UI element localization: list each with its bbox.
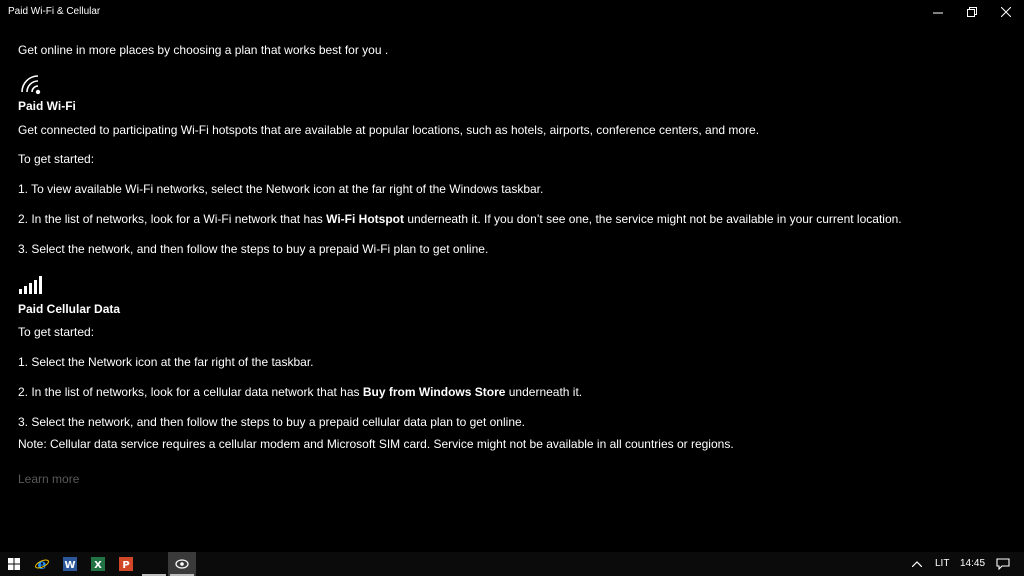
powerpoint-icon bbox=[119, 557, 133, 571]
cellular-step-1: 1. Select the Network icon at the far right of the taskbar. bbox=[18, 355, 314, 369]
input-language-indicator[interactable]: LIT bbox=[935, 558, 950, 569]
taskbar-internet-explorer[interactable] bbox=[28, 552, 56, 576]
wifi-get-started: To get started: bbox=[18, 152, 95, 166]
svg-text:e: e bbox=[37, 557, 47, 571]
taskbar-excel[interactable] bbox=[84, 552, 112, 576]
close-icon bbox=[1001, 7, 1011, 17]
action-center-button[interactable] bbox=[990, 552, 1016, 576]
notification-icon bbox=[996, 558, 1010, 570]
cellular-step-2-start: 2. In the list of networks, look for a cellular data network that has bbox=[18, 385, 363, 399]
paid-wifi-app-icon bbox=[175, 557, 189, 571]
title-bar bbox=[0, 0, 1024, 24]
taskbar-paid-wifi-app[interactable] bbox=[168, 552, 196, 576]
cellular-step-2 bbox=[18, 384, 582, 400]
cellular-signal-icon bbox=[18, 275, 46, 295]
learn-more-link[interactable]: Learn more bbox=[18, 472, 80, 486]
restore-button[interactable] bbox=[955, 0, 989, 24]
svg-text:P: P bbox=[122, 560, 130, 571]
chevron-up-icon bbox=[912, 561, 922, 567]
wifi-step-3: 3. Select the network, and then follow the steps to buy a prepaid Wi-Fi plan to get online. bbox=[18, 242, 489, 256]
intro-text: Get online in more places by choosing a plan that works best for you . bbox=[18, 43, 389, 57]
svg-text:W: W bbox=[64, 560, 76, 571]
close-button[interactable] bbox=[989, 0, 1023, 24]
excel-icon bbox=[91, 557, 105, 571]
wifi-step-2-end: underneath it. If you don’t see one, the service might not be available in your current location. bbox=[404, 212, 902, 226]
cellular-step-3: 3. Select the network, and then follow the steps to buy a prepaid cellular data plan to get online. bbox=[18, 415, 525, 429]
wifi-step-2 bbox=[18, 211, 902, 227]
word-icon bbox=[63, 557, 77, 571]
wifi-step-1: 1. To view available Wi-Fi networks, select the Network icon at the far right of the Windows taskbar. bbox=[18, 182, 544, 196]
cellular-get-started: To get started: bbox=[18, 325, 95, 339]
internet-explorer-icon bbox=[35, 557, 49, 571]
wifi-icon bbox=[18, 72, 44, 96]
buy-from-store-label: Buy from Windows Store bbox=[362, 385, 506, 399]
taskbar-word[interactable] bbox=[56, 552, 84, 576]
taskbar bbox=[0, 552, 1024, 576]
taskbar-powerpoint[interactable] bbox=[112, 552, 140, 576]
start-button[interactable] bbox=[0, 552, 28, 576]
wifi-hotspot-label: Wi-Fi Hotspot bbox=[326, 212, 404, 226]
cellular-heading: Paid Cellular Data bbox=[18, 302, 121, 316]
clock[interactable]: 14:45 bbox=[960, 558, 986, 569]
wifi-step-2-start: 2. In the list of networks, look for a Wi-Fi network that has bbox=[18, 212, 327, 226]
cellular-note: Note: Cellular data service requires a cellular modem and Microsoft SIM card. Service might not be available in all countries or regions. bbox=[18, 437, 734, 451]
wifi-heading: Paid Wi-Fi bbox=[18, 99, 76, 113]
restore-icon bbox=[967, 7, 977, 17]
window-title: Paid Wi-Fi & Cellular bbox=[8, 6, 101, 17]
minimize-button[interactable] bbox=[921, 0, 955, 24]
taskbar-blank-app[interactable] bbox=[140, 552, 168, 576]
wifi-description: Get connected to participating Wi-Fi hotspots that are available at popular locations, such as hotels, airports, conference centers, and more. bbox=[18, 123, 760, 137]
minimize-icon bbox=[933, 7, 943, 17]
cellular-step-2-end: underneath it. bbox=[505, 385, 583, 399]
svg-text:X: X bbox=[94, 560, 102, 571]
windows-start-icon bbox=[8, 558, 20, 570]
show-hidden-icons-button[interactable] bbox=[905, 552, 929, 576]
